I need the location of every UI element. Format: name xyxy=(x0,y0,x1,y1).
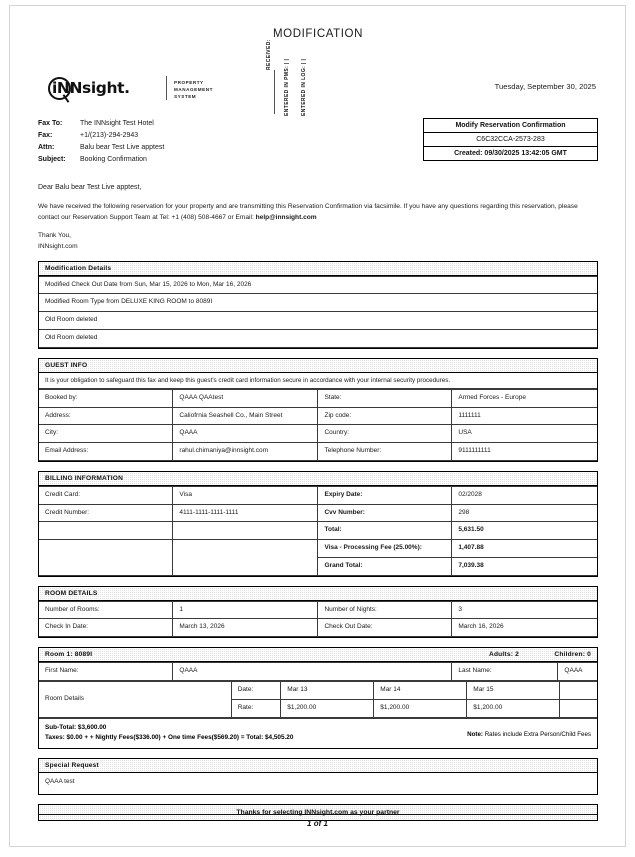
room-1-rate-table xyxy=(39,681,597,718)
modification-details-heading: Modification Details xyxy=(39,262,597,276)
fax-and-confirmation xyxy=(38,118,598,170)
table-row xyxy=(39,681,597,699)
check-out-date-value: March 16, 2026 xyxy=(452,619,597,637)
document-header xyxy=(38,39,598,116)
stamp-received-label: RECEIVED: xyxy=(266,39,272,70)
logo-tagline xyxy=(166,76,213,100)
last-name-label: Last Name: xyxy=(452,663,558,681)
room-1-heading xyxy=(39,648,597,662)
special-request-heading: Special Request xyxy=(39,759,597,773)
rate-value-2: $1,200.00 xyxy=(467,699,560,717)
page-footer xyxy=(38,814,597,828)
billing-spacer-mid xyxy=(173,522,318,540)
address-value: Caliofrnia Seashell Co., Main Street xyxy=(173,407,318,425)
document-content xyxy=(38,20,598,821)
table-row xyxy=(39,504,597,522)
document-date: Tuesday, September 30, 2025 xyxy=(494,82,596,91)
telephone-value: 9111111111 xyxy=(452,443,597,461)
billing-spacer-left xyxy=(39,522,173,540)
rates-note-text: Rates include Extra Person/Child Fees xyxy=(484,730,591,738)
modification-row-0: Modified Check Out Date from Sun, Mar 15, 2026 to Mon, Mar 16, 2026 xyxy=(39,276,597,294)
subject-value: Booking Confirmation xyxy=(80,156,147,164)
email-address-value: rahul.chimaniya@innsight.com xyxy=(173,443,318,461)
room-details-table xyxy=(39,601,597,638)
billing-information-heading: BILLING INFORMATION xyxy=(39,472,597,486)
credit-number-value: 4111-1111-1111-1111 xyxy=(173,504,318,522)
billing-spacer-mid-2 xyxy=(173,540,318,558)
letter-body xyxy=(38,182,598,252)
rates-note-label: Note: xyxy=(467,730,483,738)
table-row xyxy=(39,601,597,619)
room-1-title: Room 1: 8089I xyxy=(45,651,93,659)
table-row xyxy=(39,276,597,294)
rate-label: Rate: xyxy=(231,699,281,717)
billing-spacer-left-2 xyxy=(39,540,173,558)
first-name-value: QAAA xyxy=(173,663,452,681)
special-request-value: QAAA test xyxy=(45,778,75,785)
confirmation-title: Modify Reservation Confirmation xyxy=(424,119,597,133)
processing-fee-value: 1,407.88 xyxy=(452,540,597,558)
stamp-entered-log-label: ENTERED IN LOG: | | xyxy=(301,58,307,116)
modification-details-section xyxy=(38,261,598,349)
table-row xyxy=(39,407,597,425)
room-details-heading: ROOM DETAILS xyxy=(39,587,597,601)
grand-total-label: Grand Total: xyxy=(318,557,452,575)
total-value: 5,631.50 xyxy=(452,522,597,540)
rate-value-0: $1,200.00 xyxy=(281,699,374,717)
last-name-value: QAAA xyxy=(558,663,597,681)
billing-spacer-left-3 xyxy=(39,557,173,575)
confirmation-box xyxy=(423,118,598,161)
table-row xyxy=(39,294,597,312)
country-value: USA xyxy=(452,425,597,443)
thanks-banner: Thanks for selecting INNsight.com as your partner xyxy=(38,804,598,821)
check-out-date-label: Check Out Date: xyxy=(318,619,452,637)
rate-spacer xyxy=(560,699,597,717)
document-title: MODIFICATION xyxy=(272,28,364,40)
letter-signoff: Thank You, xyxy=(38,232,71,240)
taxes-text: Taxes: $0.00 + + Nightly Fees($336.00) + One time Fees($569.20) = Total: $4,505.20 xyxy=(45,733,294,741)
table-row xyxy=(39,443,597,461)
date-spacer xyxy=(560,681,597,699)
fax-to-label: Fax To: xyxy=(38,120,63,127)
modification-row-3: Old Room deleted xyxy=(39,330,597,348)
expiry-date-label: Expiry Date: xyxy=(318,486,452,504)
booked-by-label: Booked by: xyxy=(39,389,173,407)
zip-code-label: Zip code: xyxy=(318,407,452,425)
table-row xyxy=(39,522,597,540)
cvv-number-value: 298 xyxy=(452,504,597,522)
paper-sheet xyxy=(10,6,625,846)
number-of-rooms-label: Number of Rooms: xyxy=(39,601,173,619)
stamp-entered-pms-label: ENTERED IN PMS: | | xyxy=(284,58,290,116)
confirmation-code: C6C32CCA-2573-283 xyxy=(424,133,597,147)
modification-row-2: Old Room deleted xyxy=(39,312,597,330)
sub-total-text: Sub-Total: $3,600.00 xyxy=(45,723,107,731)
table-row xyxy=(39,330,597,348)
room-1-totals xyxy=(39,718,597,749)
room-details-section xyxy=(38,586,598,639)
state-value: Armed Forces - Europe xyxy=(452,389,597,407)
table-row xyxy=(39,557,597,575)
letter-signer: INNsight.com xyxy=(38,242,78,250)
room-1-name-table xyxy=(39,662,597,681)
room-1-section xyxy=(38,647,598,749)
guest-info-heading: GUEST INFO xyxy=(39,359,597,373)
table-row xyxy=(39,619,597,637)
innsight-logo xyxy=(48,76,213,102)
rates-note xyxy=(467,730,591,740)
grand-total-value: 7,039.38 xyxy=(452,557,597,575)
billing-information-table xyxy=(39,486,597,576)
special-request-section xyxy=(38,758,598,795)
letter-paragraph xyxy=(38,202,598,223)
booked-by-value: QAAA QAAtest xyxy=(173,389,318,407)
stamp-signature-line xyxy=(274,70,275,114)
guest-info-section xyxy=(38,358,598,462)
country-label: Country: xyxy=(318,425,452,443)
billing-spacer-mid-3 xyxy=(173,557,318,575)
support-email: help@innsight.com xyxy=(255,213,317,221)
cvv-number-label: Cvv Number: xyxy=(318,504,452,522)
credit-card-label: Credit Card: xyxy=(39,486,173,504)
fax-value: +1/(213)-294-2943 xyxy=(80,132,139,140)
room-details-label: Room Details xyxy=(39,681,231,717)
letter-signature xyxy=(38,231,598,251)
table-row xyxy=(39,663,597,681)
expiry-date-value: 02/2028 xyxy=(452,486,597,504)
logo-mark xyxy=(48,76,160,102)
date-label: Date: xyxy=(231,681,281,699)
logo-tagline-line2: MANAGEMENT xyxy=(174,87,213,93)
logo-tagline-line3: SYSTEM xyxy=(174,94,197,100)
logo-tagline-line1: PROPERTY xyxy=(174,80,204,85)
number-of-rooms-value: 1 xyxy=(173,601,318,619)
processing-fee-label: Visa - Processing Fee (25.00%): xyxy=(318,540,452,558)
rate-value-1: $1,200.00 xyxy=(374,699,467,717)
guest-info-table xyxy=(39,389,597,461)
letter-salutation: Dear Balu bear Test Live apptest, xyxy=(38,184,142,191)
attn-value: Balu bear Test Live apptest xyxy=(80,144,165,152)
page-number: 1 of 1 xyxy=(307,819,328,828)
received-stamp-block xyxy=(260,39,350,116)
table-row xyxy=(39,486,597,504)
date-value-0: Mar 13 xyxy=(281,681,374,699)
date-value-1: Mar 14 xyxy=(374,681,467,699)
letter-paragraph-text: We have received the following reservation for your property and are transmitting this Reservation Confirmation via facsimile. If you have any questions regarding this reservation, please contact our Reservation Support Team at Tel: +1 (408) 508-4667 or Email: xyxy=(38,203,578,221)
credit-number-label: Credit Number: xyxy=(39,504,173,522)
address-label: Address: xyxy=(39,407,173,425)
fax-to-value: The INNsight Test Hotel xyxy=(80,120,154,127)
city-label: City: xyxy=(39,425,173,443)
number-of-nights-value: 3 xyxy=(452,601,597,619)
table-row xyxy=(39,389,597,407)
table-row xyxy=(39,540,597,558)
modification-row-1: Modified Room Type from DELUXE KING ROOM to 8089I xyxy=(39,294,597,312)
table-row xyxy=(39,312,597,330)
email-address-label: Email Address: xyxy=(39,443,173,461)
zip-code-value: 1111111 xyxy=(452,407,597,425)
logo-wordmark: iNNsight. xyxy=(52,79,130,97)
guest-info-disclaimer: It is your obligation to safeguard this fax and keep this guest's credit card information secure in accordance with your internal security procedures. xyxy=(39,373,597,389)
attn-label: Attn: xyxy=(38,144,55,152)
credit-card-value: Visa xyxy=(173,486,318,504)
modification-details-table xyxy=(39,276,597,348)
state-label: State: xyxy=(318,389,452,407)
room-1-children: Children: 0 xyxy=(554,651,591,659)
date-value-2: Mar 15 xyxy=(467,681,560,699)
confirmation-created: Created: 09/30/2025 13:42:05 GMT xyxy=(454,150,567,157)
room-1-adults: Adults: 2 xyxy=(488,651,519,659)
city-value: QAAA xyxy=(173,425,318,443)
telephone-label: Telephone Number: xyxy=(318,443,452,461)
fax-label: Fax: xyxy=(38,132,53,140)
check-in-date-value: March 13, 2026 xyxy=(173,619,318,637)
total-label: Total: xyxy=(318,522,452,540)
first-name-label: First Name: xyxy=(39,663,173,681)
number-of-nights-label: Number of Nights: xyxy=(318,601,452,619)
billing-information-section xyxy=(38,471,598,577)
subject-label: Subject: xyxy=(38,156,66,164)
check-in-date-label: Check In Date: xyxy=(39,619,173,637)
table-row xyxy=(39,425,597,443)
